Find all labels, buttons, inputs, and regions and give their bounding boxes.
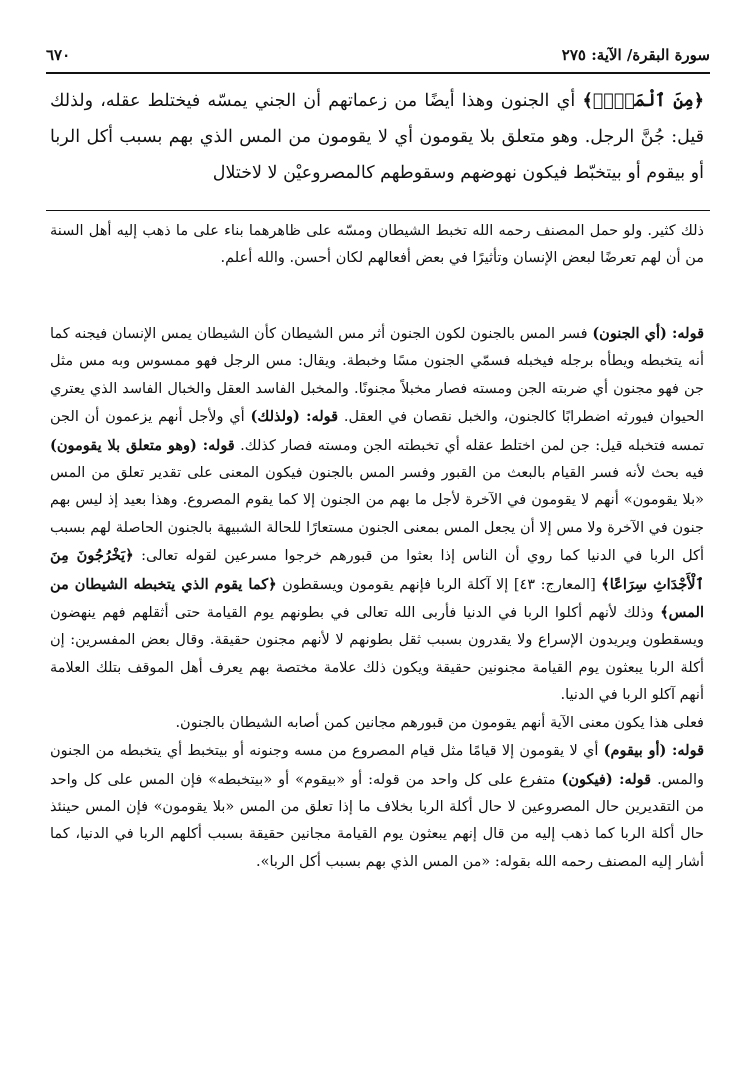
gloss-paragraph — [50, 320, 704, 710]
gloss-label: قوله: (أي الجنون) — [592, 325, 705, 342]
footnote-continuation — [50, 218, 704, 273]
gloss-text: أي لا يقومون إلا قيامًا مثل قيام المصروع من مسه وجنونه أو بيتخبط أي يتخبطه من الجنون والمس. — [50, 743, 705, 788]
gloss-label: قوله: (فيكون) — [561, 770, 652, 788]
main-commentary — [50, 83, 704, 191]
gloss-text: أي ولأجل أنهم يزعمون أن الجن تمسه فتخبله قيل: جن لمن اختلط عقله أي تخبطته الجن ومسته فصار كذلك. — [50, 409, 704, 454]
gloss-text: متفرع على كل واحد من قوله: أو «بيقوم» أو «بيتخبطه» فإن المس على كل واحد من التقديرين حال المصروعين لا حال أكلة الربا بخلاف ما إذا تعلق من المس «بلا يقومون» فإن المس حينئذ حال أكلة الربا كما ذهب إليه من قال إنهم يبعثون يوم القيامة مجانين حقيقة بسبب أكلهم الربا في الدنيا، كما أشار إليه المصنف رحمه الله بقوله: «من المس الذي بهم بسبب أكل الربا». — [50, 771, 704, 870]
gloss-text: [المعارج: ٤٣] إلا آكلة الربا فإنهم يقومون ويسقطون — [276, 576, 602, 593]
gloss-text: فيه بحث لأنه فسر القيام بالبعث من القبور وفسر المس بالجنون فيكون المعنى على تقدير تعلق من المس «بلا يقومون» أنهم لا يقومون في الآخرة لأجل ما بهم من الجنون إلا كما يقوم المصروع. وهذا بعيد إذ ليس بهم جنون في الآخرة ولا مس إلا أن يجعل المس بمعنى الجنون مستعارًا للحالة الشبيهة بالجنون الحاصلة لهم بسبب أكل الربا في الدنيا كما روي أن الناس إذا بعثوا من قبورهم خرجوا مسرعين لقوله تعالى: — [50, 465, 704, 565]
footnote-paragraph: ذلك كثير. ولو حمل المصنف رحمه الله تخبط الشيطان ومسّه على ظاهرهما بناء على ما ذهب إليه أهل السنة من أن لهم تعرضًا لبعض الإنسان وتأثيرًا في بعض أفعالهم لكان أحسن. والله أعلم. — [50, 223, 704, 267]
page-number: ٦٧٠ — [46, 46, 71, 64]
quran-quote: ﴿مِنَ ٱلْمَسِّۚ﴾ — [582, 91, 704, 111]
quran-quote: ﴿كما يقوم الذي يتخبطه الشيطان من المس﴾ — [50, 575, 704, 622]
commentary-text: أي الجنون وهذا أيضًا من زعماتهم أن الجني يمسّه فيختلط عقله، ولذلك قيل: جُنَّ الرجل. وهو متعلق بلا يقومون أي لا يقومون من المس الذي بهم بسبب أكل الربا أو بيقوم أو بيتخبّط فيكون نهوضهم وسقوطهم كالمصروعيْن لا لاختلال — [50, 91, 704, 183]
surah-reference: سورة البقرة/ الآية: ٢٧٥ — [561, 46, 710, 64]
gloss-text: وذلك لأنهم أكلوا الربا في الدنيا فأربى الله تعالى في بطونهم يوم القيامة حتى أثقلهم فهم ينهضون ويسقطون ويريدون الإسراع ولا يقدرون بسبب ثقل بطونهم لا لأنهم مجنون حقيقة. وقال بعض المفسرين: إن أكلة الربا يبعثون يوم القيامة مجنونين حقيقة ويكون ذلك علامة مختصة بهم يعرف أهل الموقف بتلك العلامة أنهم آكلو الربا في الدنيا. — [50, 605, 704, 704]
gloss-label: قوله: (ولذلك) — [250, 408, 339, 426]
gloss-text: فعلى هذا يكون معنى الآية أنهم يقومون من قبورهم مجانين كمن أصابه الشيطان بالجنون. — [175, 714, 704, 731]
separator-rule — [46, 210, 710, 211]
page-header — [46, 42, 710, 68]
gloss-text: فسر المس بالجنون لكون الجنون أثر مس الشيطان كأن الشيطان يمس الإنسان فيجنه كما أنه يتخبطه ويطأه برجله فيخبله فسمّي الجنون مسًا وخبطة. ويقال: مس الرجل فهو ممسوس وبه مس مثل جن فهو مجنون أي ضربته الجن ومسته فصار مخبلاً مجنونًا. والمخبل الفاسد العقل والخبال الفاسد الذي يعتري الحيوان فيورثه اضطرابًا كالجنون، والخبل نقصان في العقل. — [50, 326, 704, 426]
header-rule — [46, 72, 710, 74]
gloss-label: قوله: (أو بيقوم) — [603, 742, 705, 760]
book-page — [38, 28, 718, 1058]
gloss-section — [50, 320, 704, 876]
gloss-label: قوله: (وهو متعلق بلا يقومون) — [50, 436, 235, 454]
quran-quote: ﴿يَخْرُجُونَ مِنَ ٱلْأَجْدَاثِ سِرَاعًا﴾ — [50, 547, 704, 593]
gloss-paragraph — [50, 710, 704, 737]
gloss-paragraph — [50, 737, 704, 876]
commentary-paragraph — [50, 83, 704, 191]
